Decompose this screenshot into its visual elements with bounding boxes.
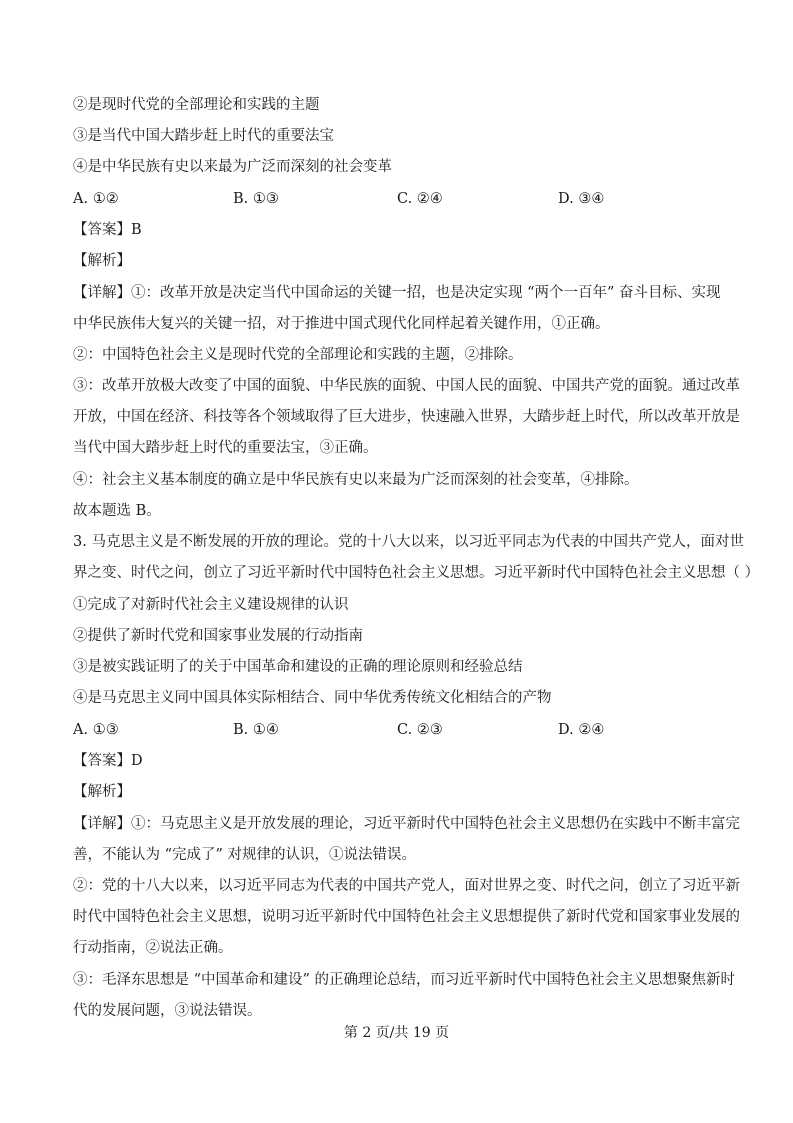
prev-statement-3: ③是当代中国大踏步赶上时代的重要法宝 [73,128,334,144]
prev-answer: 【答案】B [73,222,142,238]
q3-option-c: C. ②③ [397,722,443,738]
prev-options-row [73,189,723,209]
q3-detail-line: 时代中国特色社会主义思想，说明习近平新时代中国特色社会主义思想提供了新时代党和国家事业发展的 [73,909,740,925]
q3-detail-line: ②：党的十八大以来，以习近平同志为代表的中国共产党人，面对世界之变、时代之问，创立了习近平新 [73,878,740,894]
q3-detail-line: 【详解】①：马克思主义是开放发展的理论，习近平新时代中国特色社会主义思想仍在实践中不断丰富完 [73,816,740,832]
q3-statement-2: ②提供了新时代党和国家事业发展的行动指南 [73,628,363,644]
prev-analysis-label: 【解析】 [73,253,131,269]
prev-detail-line: 【详解】①：改革开放是决定当代中国命运的关键一招，也是决定实现 “两个一百年” 奋斗目标、实现 [73,285,721,301]
q3-detail-line: 善，不能认为 “完成了” 对规律的认识，①说法错误。 [73,847,417,863]
q3-option-b: B. ①④ [233,722,279,738]
q3-detail-line: 代的发展问题，③说法错误。 [73,1003,262,1019]
prev-detail-line: 开放，中国在经济、科技等各个领域取得了巨大进步，快速融入世界，大踏步赶上时代，所以改革开放是 [73,409,740,425]
q3-statement-1: ①完成了对新时代社会主义建设规律的认识 [73,597,349,613]
q3-detail-line: 行动指南，②说法正确。 [73,940,233,956]
q3-options-row [73,720,723,740]
q3-analysis-label: 【解析】 [73,784,131,800]
q3-statement-3: ③是被实践证明了的关于中国革命和建设的正确的理论原则和经验总结 [73,659,523,675]
prev-option-c: C. ②④ [397,191,443,207]
q3-detail-line: ③：毛泽东思想是 “中国革命和建设” 的正确理论总结，而习近平新时代中国特色社会主义思想聚焦新时 [73,972,736,988]
q3-stem-line: 3. 马克思主义是不断发展的开放的理论。党的十八大以来，以习近平同志为代表的中国共产党人，面对世 [73,534,744,550]
prev-detail-line: ③：改革开放极大改变了中国的面貌、中华民族的面貌、中国人民的面貌、中国共产党的面貌。通过改革 [73,378,740,394]
prev-detail-line: ④：社会主义基本制度的确立是中华民族有史以来最为广泛而深刻的社会变革，④排除。 [73,472,639,488]
q3-answer: 【答案】D [73,753,143,769]
q3-statement-4: ④是马克思主义同中国具体实际相结合、同中华优秀传统文化相结合的产物 [73,690,552,706]
q3-option-a: A. ①③ [73,722,119,738]
q3-option-d: D. ②④ [558,722,605,738]
prev-detail-line: 中华民族伟大复兴的关键一招，对于推进中国式现代化同样起着关键作用，①正确。 [73,316,610,332]
prev-detail-line: 当代中国大踏步赶上时代的重要法宝，③正确。 [73,440,378,456]
prev-statement-2: ②是现时代党的全部理论和实践的主题 [73,97,320,113]
prev-detail-line: ②：中国特色社会主义是现时代党的全部理论和实践的主题，②排除。 [73,347,523,363]
prev-conclusion: 故本题选 B。 [73,503,161,519]
prev-option-d: D. ③④ [558,191,605,207]
prev-option-a: A. ①② [73,191,119,207]
page-footer: 第 2 页/共 19 页 [343,1025,450,1041]
prev-option-b: B. ①③ [233,191,279,207]
prev-statement-4: ④是中华民族有史以来最为广泛而深刻的社会变革 [73,159,392,175]
q3-stem-line: 界之变、时代之问，创立了习近平新时代中国特色社会主义思想。习近平新时代中国特色社会主义思想（ ） [73,565,760,581]
